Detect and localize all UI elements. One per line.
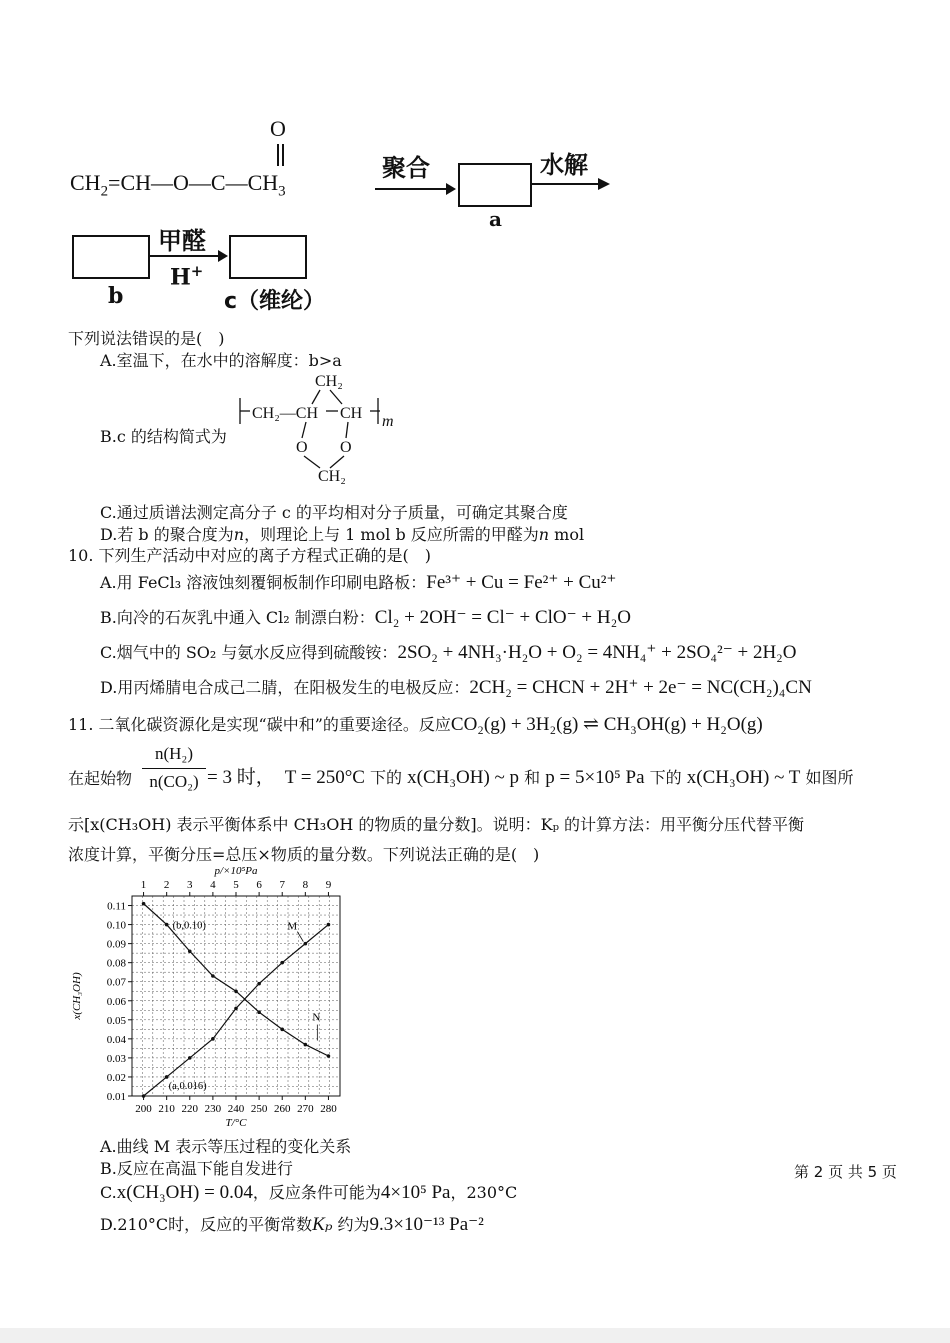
data-point-N bbox=[188, 949, 192, 953]
top-tick-label: 4 bbox=[210, 879, 216, 891]
y-tick-label: 0.02 bbox=[106, 1071, 126, 1084]
struct-ch: CH bbox=[340, 405, 363, 422]
fraction-denominator: n(CO₂) bbox=[149, 772, 199, 791]
top-tick-label: 5 bbox=[233, 879, 239, 891]
data-point-M bbox=[165, 1075, 169, 1079]
data-point-N bbox=[234, 989, 238, 993]
top-tick-label: 8 bbox=[302, 879, 309, 891]
q11-option-d: D.210°C时，反应的平衡常数Kₚ 约为9.3×10⁻¹³ Pa⁻² bbox=[100, 1214, 484, 1235]
struct-ch2-top: CH₂ bbox=[315, 373, 343, 390]
struct-o-left: O bbox=[296, 439, 308, 456]
arrow-formaldehyde-top: 甲醛 bbox=[158, 227, 206, 255]
struct-o-right: O bbox=[340, 439, 352, 456]
top-tick-label: 7 bbox=[279, 879, 285, 891]
data-point-N bbox=[142, 902, 146, 906]
series-label-m: M bbox=[287, 920, 298, 933]
bottom-tick-label: 210 bbox=[158, 1103, 175, 1115]
y-tick-label: 0.11 bbox=[107, 900, 126, 913]
box-b bbox=[72, 235, 150, 279]
top-tick-label: 3 bbox=[187, 879, 193, 891]
y-tick-label: 0.01 bbox=[106, 1091, 126, 1103]
page-footer: 第 2 页 共 5 页 bbox=[794, 1163, 897, 1181]
arrow-hydrolysis bbox=[531, 183, 601, 185]
data-point-N bbox=[304, 1043, 308, 1047]
arrow-formaldehyde-bottom: H+ bbox=[170, 262, 204, 291]
top-tick-label: 1 bbox=[140, 879, 147, 891]
q11-option-b: B.反应在高温下能自发进行 bbox=[100, 1159, 293, 1178]
data-point-M bbox=[304, 942, 308, 946]
carbonyl-oxygen: O bbox=[270, 116, 286, 141]
y-tick-label: 0.10 bbox=[106, 919, 126, 932]
top-axis-title: p/×10⁵Pa bbox=[214, 865, 258, 877]
point-annotation: (a,0.016) bbox=[168, 1080, 207, 1092]
q10-option-c: C.烟气中的 SO₂ 与氨水反应得到硫酸铵：2SO₂ + 4NH₃·H₂O + O₂ = 4NH₄⁺ + 2SO₄²⁻ + 2H₂O bbox=[100, 642, 797, 663]
bottom-tick-label: 260 bbox=[273, 1103, 291, 1115]
struct-chain: CH₂—CH bbox=[252, 405, 319, 422]
y-tick-label: 0.03 bbox=[106, 1052, 126, 1065]
bottom-tick-label: 230 bbox=[204, 1103, 222, 1115]
q9-option-d: D.若 b 的聚合度为n，则理论上与 1 mol b 反应所需的甲醛为n mol bbox=[100, 525, 585, 544]
q11-stem-line4: 浓度计算，平衡分压=总压×物质的量分数。下列说法正确的是( ) bbox=[68, 845, 540, 864]
y-tick-label: 0.05 bbox=[106, 1014, 126, 1027]
q9-option-c: C.通过质谱法测定高分子 c 的平均相对分子质量，可确定其聚合度 bbox=[100, 503, 568, 522]
arrow-head-icon bbox=[446, 183, 456, 195]
bottom-tick-label: 220 bbox=[181, 1103, 199, 1115]
q11-option-c: C.x(CH₃OH) = 0.04，反应条件可能为4×10⁵ Pa，230°C bbox=[100, 1182, 518, 1203]
data-point-M bbox=[142, 1094, 146, 1098]
fraction-numerator: n(H₂) bbox=[154, 744, 194, 763]
arrow-polymerize-label: 聚合 bbox=[382, 154, 430, 182]
top-tick-label: 6 bbox=[256, 879, 262, 891]
q10-option-a: A.用 FeCl₃ 溶液蚀刻覆铜板制作印刷电路板：Fe³⁺ + Cu = Fe²⁺ + Cu²⁺ bbox=[100, 572, 617, 593]
q9-stem: 下列说法错误的是( ) bbox=[68, 329, 225, 348]
bottom-scan-edge bbox=[0, 1328, 950, 1343]
y-tick-label: 0.06 bbox=[106, 995, 126, 1008]
arrow-polymerize bbox=[375, 188, 450, 190]
data-point-M bbox=[280, 961, 284, 965]
box-a bbox=[458, 163, 532, 207]
data-point-N bbox=[165, 923, 169, 927]
top-tick-label: 9 bbox=[325, 879, 332, 891]
q10-option-b: B.向冷的石灰乳中通入 Cl₂ 制漂白粉：Cl₂ + 2OH⁻ = Cl⁻ + ClO⁻ + H₂O bbox=[100, 607, 631, 628]
series-label-n: N bbox=[312, 1011, 321, 1024]
bottom-axis-title: T/°C bbox=[225, 1117, 247, 1129]
polymer-structure-c bbox=[230, 368, 400, 490]
data-point-M bbox=[327, 923, 331, 927]
data-point-N bbox=[257, 1010, 261, 1014]
data-point-M bbox=[257, 982, 261, 986]
equilibrium-chart bbox=[70, 862, 370, 1134]
bottom-tick-label: 250 bbox=[250, 1103, 268, 1115]
carbonyl-double-bond bbox=[277, 144, 279, 166]
arrow-hydrolysis-label: 水解 bbox=[540, 151, 588, 179]
y-axis-title: x(CH₃OH) bbox=[71, 972, 83, 1020]
data-point-N bbox=[280, 1028, 284, 1032]
q9-option-a: A.室温下，在水中的溶解度：b>a bbox=[100, 351, 342, 370]
box-a-label: a bbox=[489, 207, 502, 231]
q11-stem-line3: 示[x(CH₃OH) 表示平衡体系中 CH₃OH 的物质的量分数]。说明：Kₚ 的计算方法：用平衡分压代替平衡 bbox=[68, 815, 805, 834]
data-point-M bbox=[188, 1056, 192, 1060]
bottom-tick-label: 200 bbox=[135, 1103, 152, 1115]
top-tick-label: 2 bbox=[163, 879, 170, 891]
arrow-head-icon bbox=[218, 250, 228, 262]
q11-stem-line2-a: 在起始物 bbox=[68, 769, 133, 788]
arrow-head-icon bbox=[598, 178, 610, 190]
q10-option-d: D.用丙烯腈电合成己二腈，在阳极发生的电极反应：2CH₂ = CHCN + 2H⁺ + 2e⁻ = NC(CH₂)₄CN bbox=[100, 677, 812, 698]
box-b-label: b bbox=[108, 283, 124, 309]
vinyl-acetate-formula: $CH_2=CH—O—C—CH_3$ bbox=[70, 170, 286, 200]
q9-option-b: B.c 的结构简式为 bbox=[100, 427, 227, 446]
bottom-tick-label: 280 bbox=[320, 1103, 337, 1115]
data-point-N bbox=[211, 974, 215, 978]
bottom-tick-label: 270 bbox=[297, 1103, 314, 1115]
q10-stem: 10. 下列生产活动中对应的离子方程式正确的是( ) bbox=[68, 546, 432, 565]
bottom-tick-label: 240 bbox=[227, 1103, 245, 1115]
box-c-label: c（维纶） bbox=[224, 289, 326, 314]
struct-subscript-m: m bbox=[382, 413, 394, 430]
y-tick-label: 0.09 bbox=[106, 938, 126, 951]
y-tick-label: 0.07 bbox=[106, 976, 126, 989]
q11-stem-line2: = 3 时， T = 250°C 下的 x(CH₃OH) ~ p 和 p = 5×10⁵ Pa 下的 x(CH₃OH) ~ T 如图所 bbox=[207, 767, 854, 788]
y-tick-label: 0.08 bbox=[106, 957, 126, 970]
data-point-M bbox=[211, 1037, 215, 1041]
point-annotation: (b,0.10) bbox=[172, 920, 206, 932]
box-c bbox=[229, 235, 307, 279]
data-point-M bbox=[234, 1007, 238, 1011]
fraction-bar bbox=[142, 768, 206, 769]
data-point-N bbox=[327, 1054, 331, 1058]
y-tick-label: 0.04 bbox=[106, 1033, 126, 1046]
q11-option-a: A.曲线 M 表示等压过程的变化关系 bbox=[100, 1137, 352, 1156]
struct-ch2-bottom: CH₂ bbox=[318, 468, 346, 485]
q11-stem-line1: 11. 二氧化碳资源化是实现“碳中和”的重要途径。反应CO₂(g) + 3H₂(g) ⇌ CH₃OH(g) + H₂O(g) bbox=[68, 714, 763, 735]
